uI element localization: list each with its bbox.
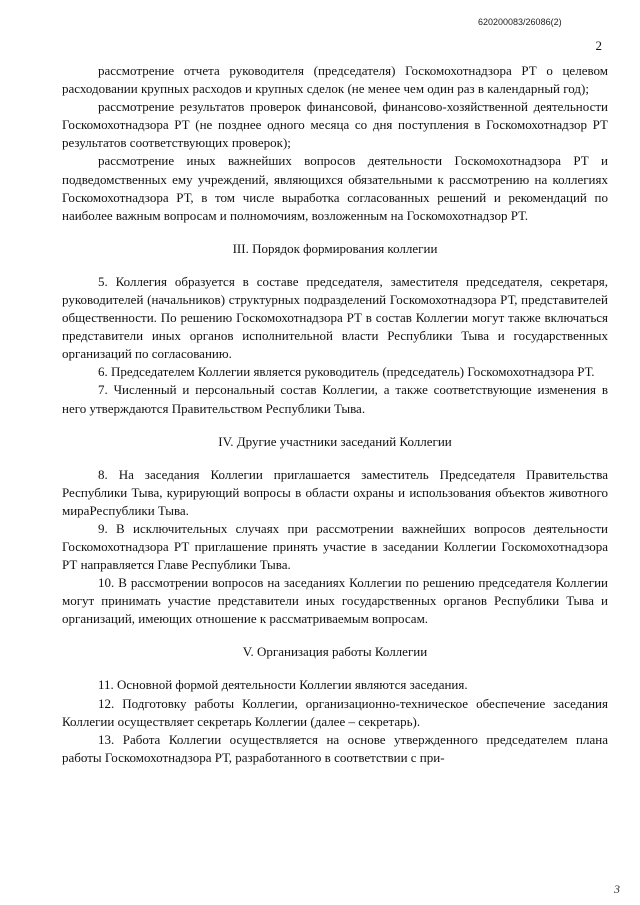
paragraph: 9. В исключительных случаях при рассмотрении важнейших вопросов деятельности Госкомохотнадзора РТ приглашение принять участие в заседании Коллегии Госкомохотнадзора РТ направляется Главе Республики Тыва. <box>62 520 608 573</box>
document-id: 620200083/26086(2) <box>478 17 562 27</box>
paragraph: 12. Подготовку работы Коллегии, организационно-техническое обеспечение заседания Коллегии осуществляет секретарь Коллегии (далее – секретарь). <box>62 695 608 729</box>
section-heading: IV. Другие участники заседаний Коллегии <box>218 433 452 449</box>
paragraph: 6. Председателем Коллегии является руководитель (председатель) Госкомохотнадзора РТ. <box>98 364 595 380</box>
document-body <box>62 62 608 767</box>
paragraph: рассмотрение иных важнейших вопросов деятельности Госкомохотнадзора РТ и подведомственных ему учреждений, являющихся обязательными к рассмотрению на коллегиях Госкомохотнадзора РТ, в том числе выработка согласованных решений и рекомендаций по наиболее важным вопросам и полномочиям, возложенным на Госкомохотнадзор РТ. <box>62 153 608 223</box>
paragraph: рассмотрение отчета руководителя (председателя) Госкомохотнадзора РТ о целевом расходовании крупных расходов и крупных сделок (не менее чем один раз в календарный год); <box>62 63 608 97</box>
paragraph: 13. Работа Коллегии осуществляется на основе утвержденного председателем плана работы Госкомохотнадзора РТ, разработанного в соответствии с при- <box>62 731 608 765</box>
paragraph: 7. Численный и персональный состав Коллегии, а также соответствующие изменения в него утверждаются Правительством Республики Тыва. <box>62 382 608 416</box>
page-number: 2 <box>595 38 602 53</box>
paragraph: 5. Коллегия образуется в составе председателя, заместителя председателя, секретаря, руководителей (начальников) структурных подразделений Госкомохотнадзора РТ, представителей общественности. По решению Госкомохотнадзора РТ в состав Коллегии могут также включаться представители иных органов исполнительной власти Республики Тыва и государственных организаций по согласованию. <box>62 273 608 362</box>
paragraph: 8. На заседания Коллегии приглашается заместитель Председателя Правительства Республики Тыва, курирующий вопросы в области охраны и использования объектов животного мираРеспублики Тыва. <box>62 466 608 518</box>
paragraph: рассмотрение результатов проверок финансовой, финансово-хозяйственной деятельности Госкомохотнадзора РТ (не позднее одного месяца со дня поступления в Госкомохотнадзор РТ результатов соответствующих проверок); <box>62 99 608 151</box>
paragraph: 10. В рассмотрении вопросов на заседаниях Коллегии по решению председателя Коллегии могут принимать участие представители иных государственных органов Республики Тыва и организаций, имеющих отношение к рассматриваемым вопросам. <box>62 575 608 627</box>
paragraph: 11. Основной формой деятельности Коллегии являются заседания. <box>98 677 468 693</box>
section-heading: V. Организация работы Коллегии <box>242 644 428 660</box>
section-heading: III. Порядок формирования коллегии <box>232 240 438 256</box>
handwritten-page-mark: 3 <box>614 882 620 896</box>
